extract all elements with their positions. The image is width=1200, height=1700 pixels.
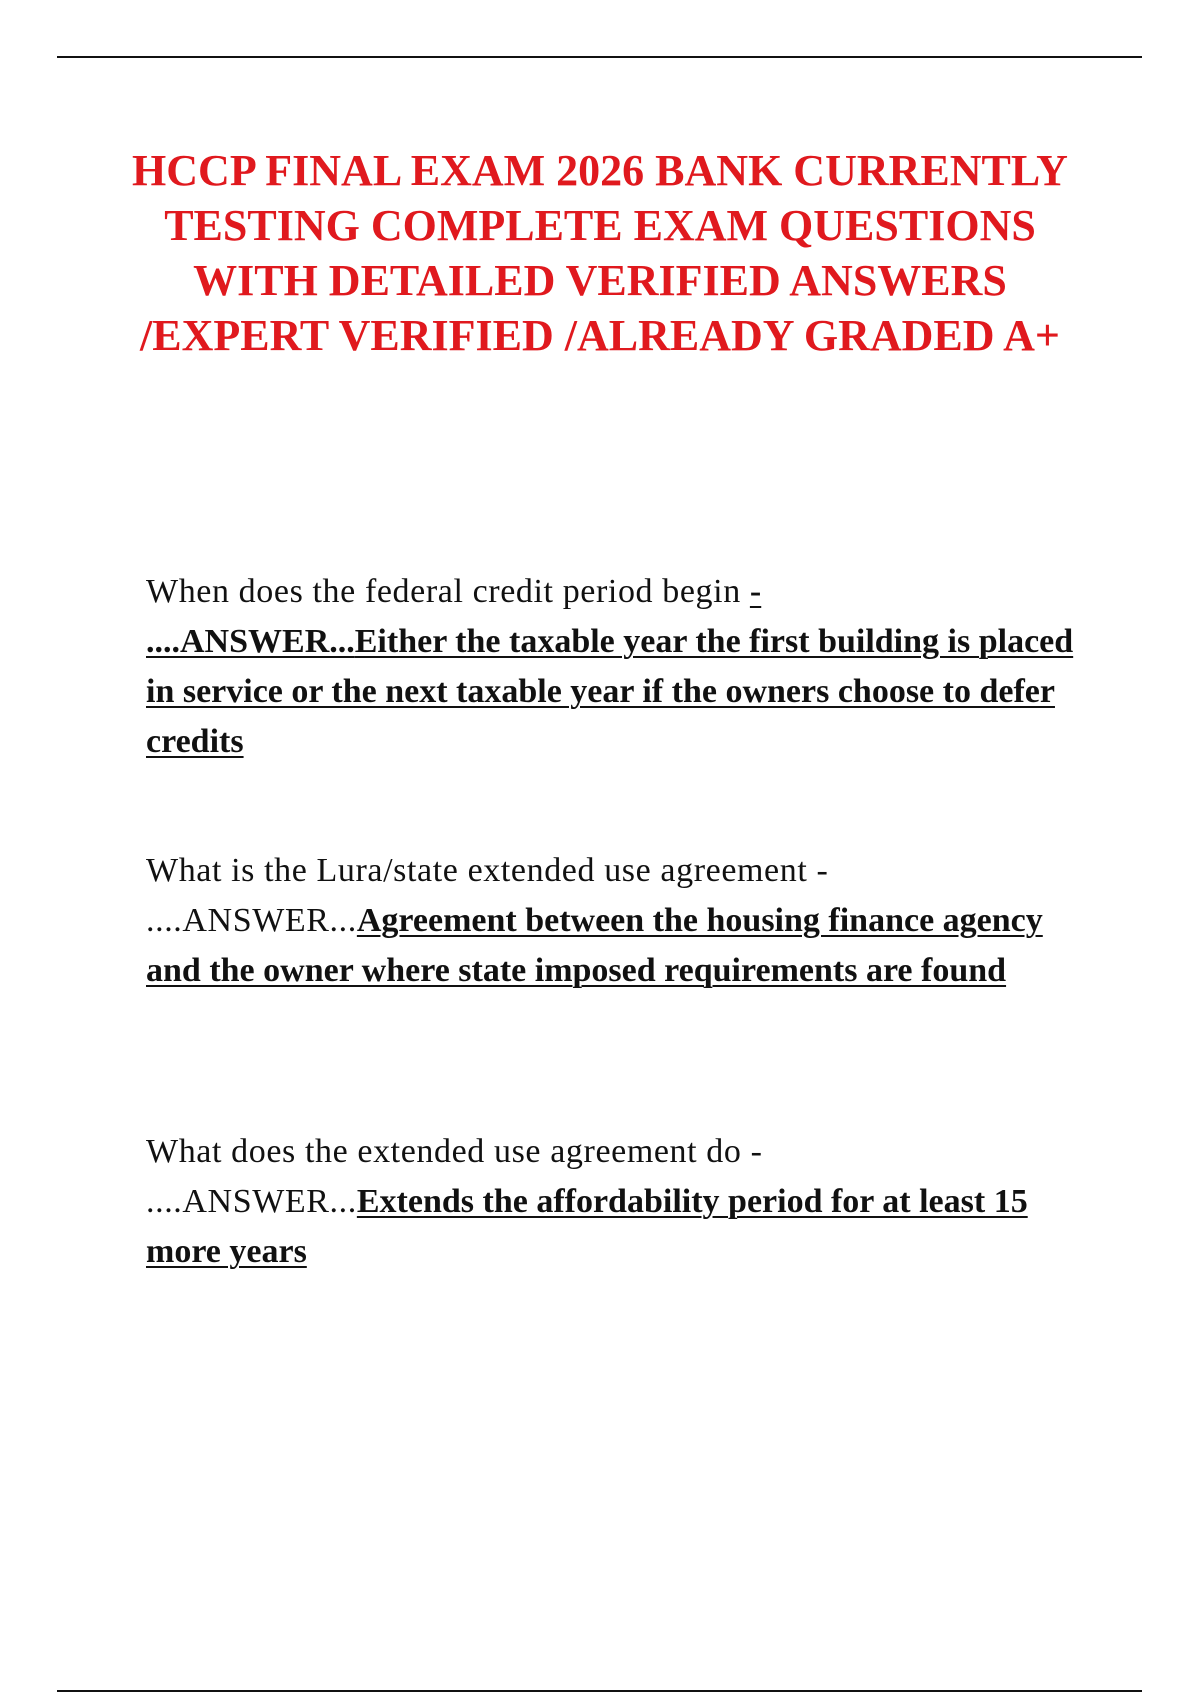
- answer-text: Agreement between the housing finance agency and the owner where state imposed requirements are found: [146, 902, 1043, 989]
- question-text: When does the federal credit period begin: [146, 573, 750, 610]
- question-text: What does the extended use agreement do: [146, 1133, 751, 1170]
- top-rule: [57, 56, 1142, 58]
- question-text: What is the Lura/state extended use agreement: [146, 852, 817, 889]
- answer-marker: ....ANSWER...: [146, 623, 355, 660]
- qa-item: [146, 1127, 1101, 1277]
- question-dash: -: [749, 573, 762, 610]
- qa-item: [146, 846, 1101, 996]
- bottom-rule: [57, 1690, 1142, 1692]
- qa-item: [146, 567, 1101, 767]
- answer-marker: ....ANSWER...: [146, 1183, 357, 1220]
- document-title: HCCP FINAL EXAM 2026 BANK CURRENTLY TESTING COMPLETE EXAM QUESTIONS WITH DETAILED VERIFIED ANSWERS /EXPERT VERIFIED /ALREADY GRADED A+: [132, 146, 1068, 360]
- answer-text: Extends the affordability period for at least 15 more years: [146, 1183, 1028, 1270]
- answer-marker: ....ANSWER...: [146, 902, 357, 939]
- answer-text: Either the taxable year the first building is placed in service or the next taxable year if the owners choose to defer credits: [146, 623, 1074, 760]
- question-dash: -: [750, 1133, 763, 1170]
- question-dash: -: [816, 852, 829, 889]
